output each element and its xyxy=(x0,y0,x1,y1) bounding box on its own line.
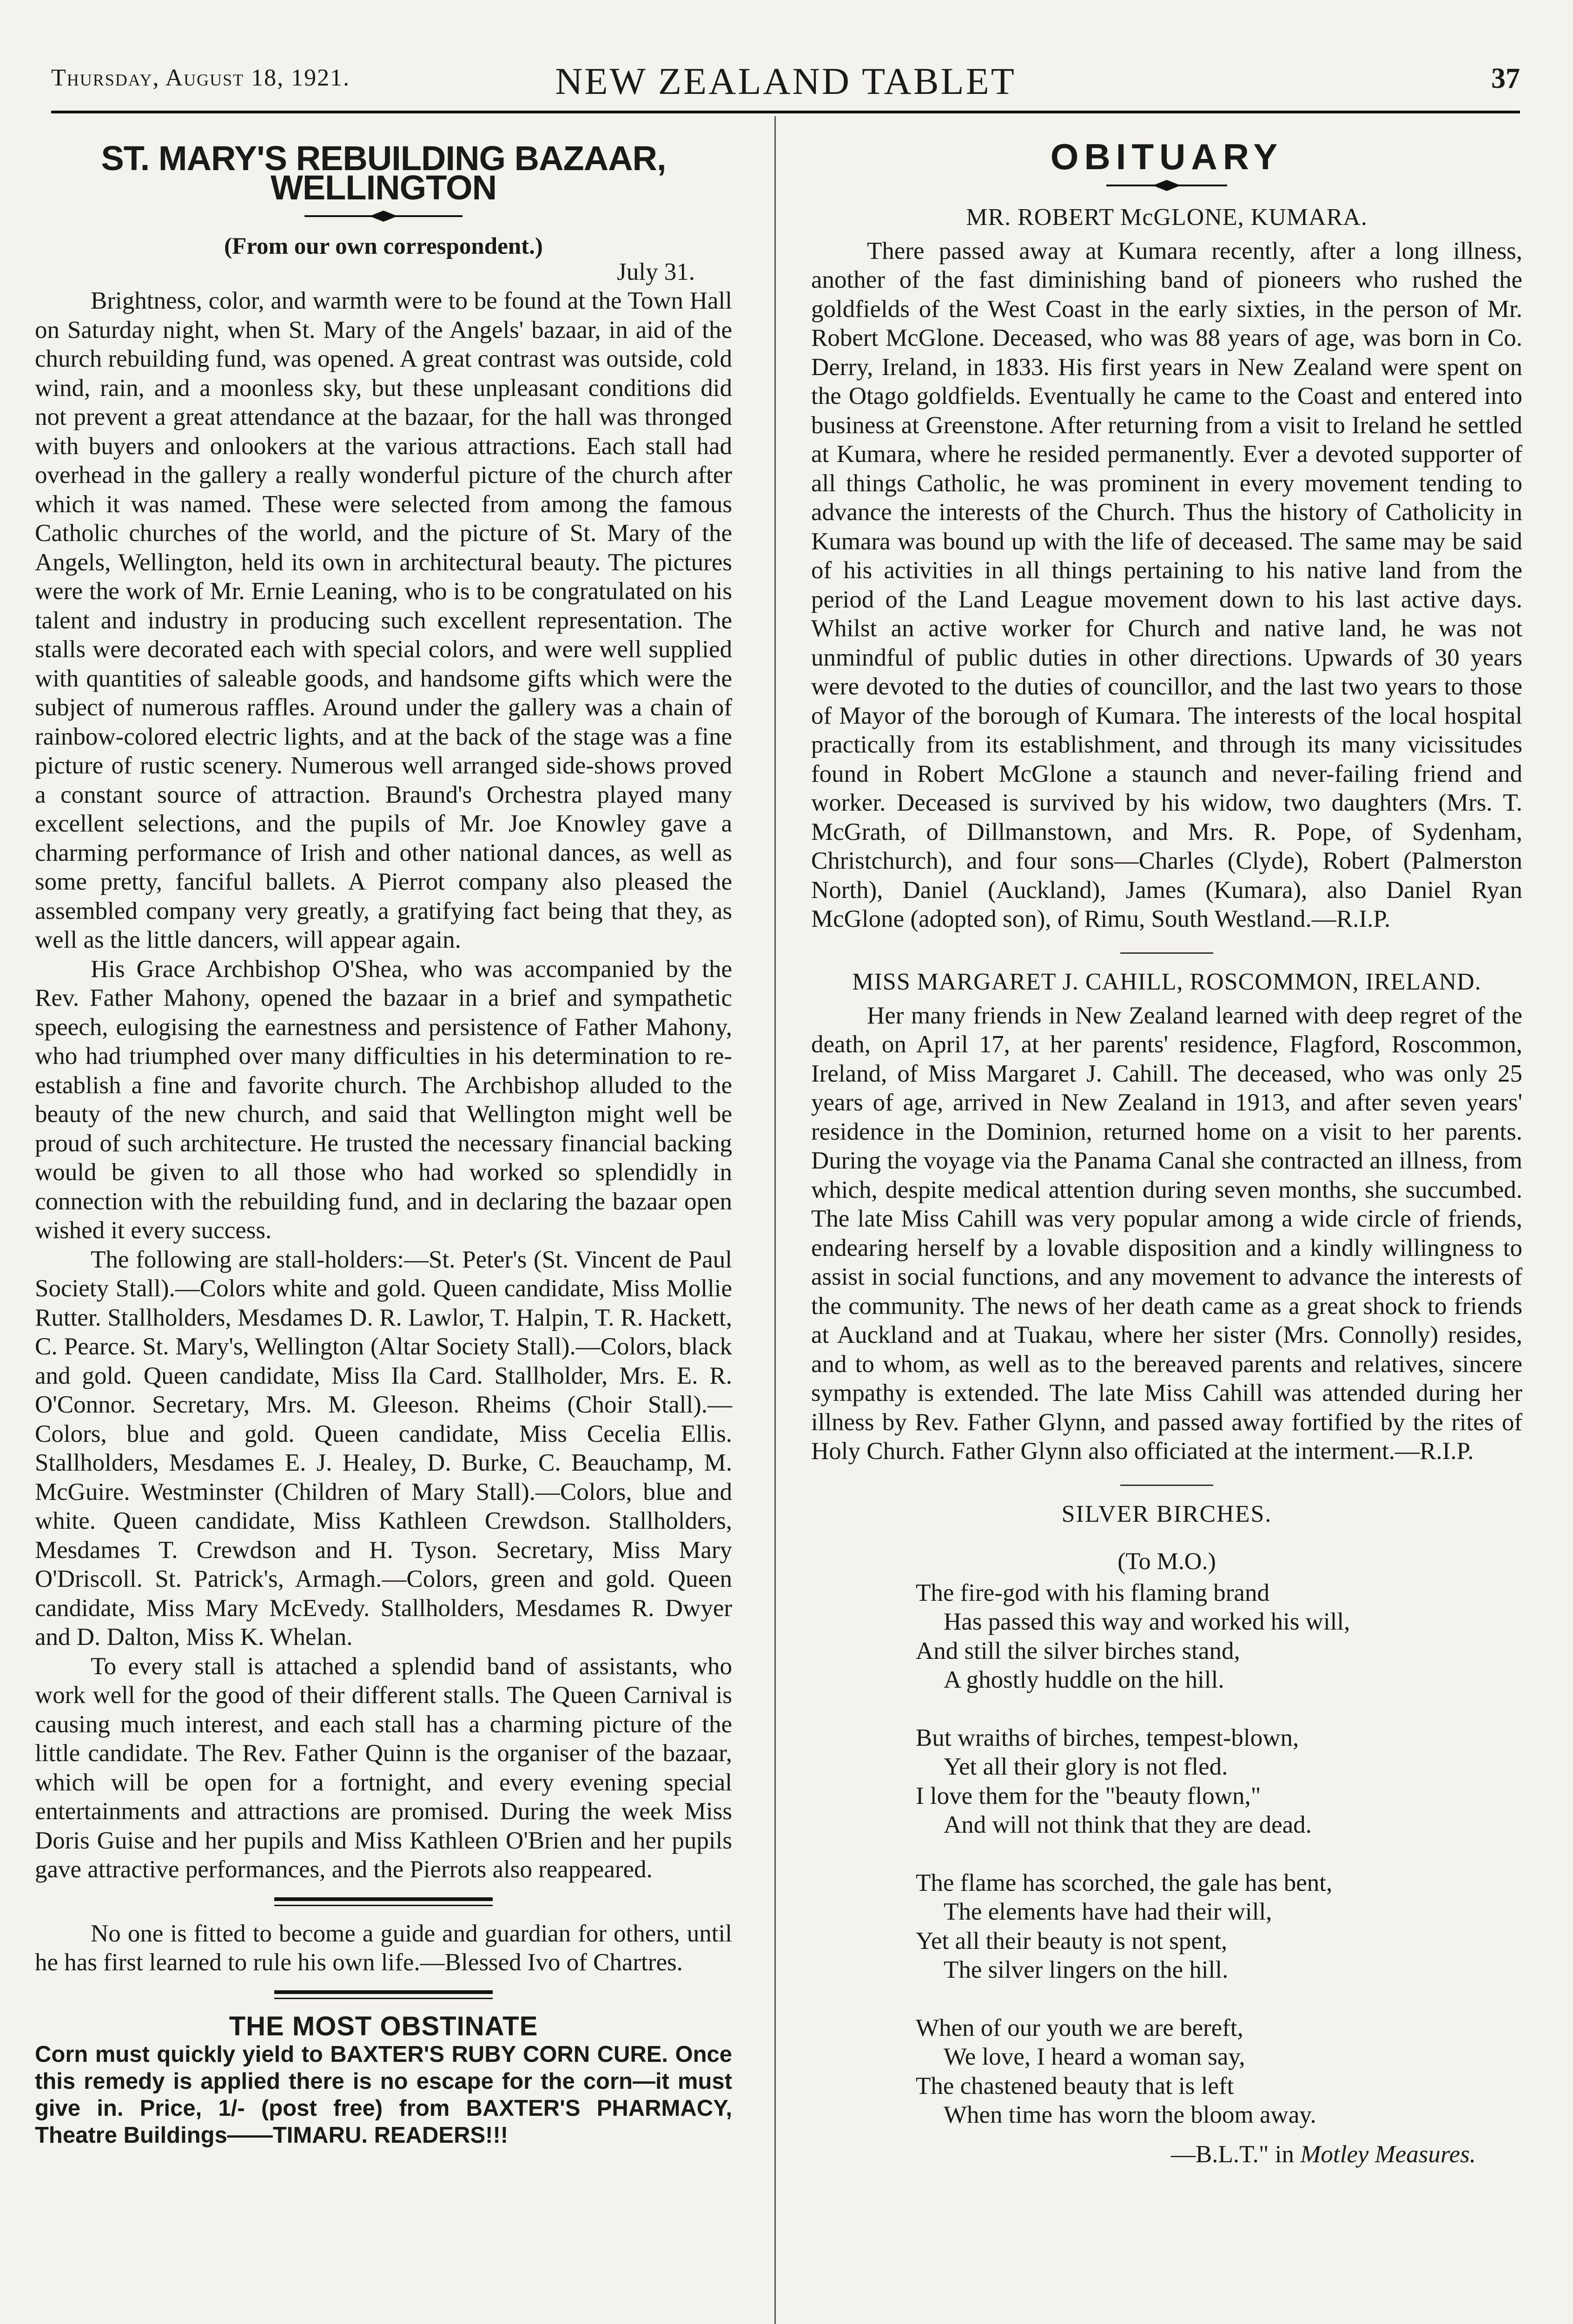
bazaar-paragraph: The following are stall-holders:—St. Peter's (St. Vincent de Paul Society Stall).—Colors white and gold. Queen candidate, Miss Mollie Rutter. Stallholders, Mesdames D. R. Lawlor, T. Halpin, T. R. Hackett, C. Pearce. St. Mary's, Wellington (Altar Society Stall).—Colors, black and gold. Queen candidate, Miss Ila Card. Stallholder, Mrs. E. R. O'Connor. Secretary, Mrs. M. Gleeson. Rheims (Choir Stall).—Colors, blue and gold. Queen candidate, Miss Cecelia Ellis. Stallholders, Mesdames E. J. Healey, D. Burke, C. Beauchamp, M. McGuire. Westminster (Children of Mary Stall).—Colors, blue and white. Queen candidate, Miss Kathleen Crewdson. Stallholders, Mesdames T. Crewdson and H. Tyson. Secretary, Miss Mary O'Driscoll. St. Patrick's, Armagh.—Colors, green and gold. Queen candidate, Miss Mary McEvedy. Stallholders, Mesdames R. Dwyer and D. Dalton, Miss K. Whelan. xyxy=(35,1246,732,1651)
poem-source: Motley Measures. xyxy=(1300,2140,1476,2168)
poem-stanza xyxy=(916,2014,1522,2130)
ivo-quote: No one is fitted to become a guide and guardian for others, until he has first learned to rule his own life.—Blessed Ivo of Chartres. xyxy=(35,1920,732,1976)
header-rule xyxy=(51,111,1520,113)
poem-line: The fire-god with his flaming brand xyxy=(916,1579,1269,1606)
ad-text: Corn must quickly yield to BAXTER'S RUBY CORN CURE. Once this remedy is applied there is no escape for the corn—it must give in. Price, 1/- (post free) from BAXTER'S PHARMACY, Theatre Buildings——TIMARU. READERS!!! xyxy=(35,2042,732,2148)
poem-line: A ghostly huddle on the hill. xyxy=(944,1666,1224,1693)
poem-line: Yet all their glory is not fled. xyxy=(944,1753,1228,1780)
short-divider xyxy=(1120,952,1213,954)
poem-dedication: (To M.O.) xyxy=(1117,1548,1216,1575)
poem-line: Yet all their beauty is not spent, xyxy=(916,1927,1228,1954)
obituary-heading: MISS MARGARET J. CAHILL, ROSCOMMON, IRELAND. xyxy=(852,968,1481,995)
poem-line: When of our youth we are bereft, xyxy=(916,2014,1243,2041)
page-header xyxy=(51,56,1520,107)
poem-stanza xyxy=(916,1868,1522,1985)
obituary-heading: MR. ROBERT McGLONE, KUMARA. xyxy=(966,204,1368,231)
poem-line: We love, I heard a woman say, xyxy=(944,2043,1245,2070)
section-double-rule xyxy=(35,1897,732,1906)
headline-ornament xyxy=(35,207,732,225)
poem-title: SILVER BIRCHES. xyxy=(1061,1500,1272,1527)
poem-line: Has passed this way and worked his will, xyxy=(944,1608,1350,1635)
poem-line: The elements have had their will, xyxy=(944,1898,1272,1925)
bazaar-byline: (From our own correspondent.) xyxy=(224,233,543,259)
poem-line: The flame has scorched, the gale has bent, xyxy=(916,1869,1333,1896)
right-column xyxy=(811,116,1522,2169)
bazaar-paragraph: His Grace Archbishop O'Shea, who was accompanied by the Rev. Father Mahony, opened the bazaar in a brief and sympathetic speech, eulogising the earnestness and persistence of Father Mahony, who had triumphed over many difficulties in his determination to re-establish a fine and favorite church. The Archbishop alluded to the beauty of the new church, and said that Wellington might well be proud of such architecture. He trusted the necessary financial backing would be given to all those who had worked so splendidly in connection with the rebuilding fund, and in declaring the bazaar open wished it every success. xyxy=(35,955,732,1244)
poem-attribution xyxy=(811,2140,1476,2169)
ad-title: THE MOST OBSTINATE xyxy=(229,2011,538,2041)
issue-date: Thursday, August 18, 1921. xyxy=(51,65,350,91)
section-double-rule xyxy=(35,1990,732,1999)
left-column xyxy=(35,116,732,2149)
short-divider xyxy=(1120,1485,1213,1486)
poem-author: —B.L.T." in xyxy=(1170,2140,1294,2168)
bazaar-paragraph: To every stall is attached a splendid band of assistants, who work well for the good of their different stalls. The Queen Carnival is causing much interest, and each stall has a charming picture of the little candidate. The Rev. Father Quinn is the organiser of the bazaar, which will be open for a fortnight, and every evening special entertainments and attractions are promised. During the week Miss Doris Guise and her pupils and Miss Kathleen O'Brien and her pupils gave attractive performances, and the Pierrots also reappeared. xyxy=(35,1652,732,1883)
column-divider xyxy=(774,116,776,2324)
obituary-text: Her many friends in New Zealand learned with deep regret of the death, on April 17, at her parents' residence, Flagford, Roscommon, Ireland, of Miss Margaret J. Cahill. The deceased, who was only 25 years of age, arrived in New Zealand in 1913, and after seven years' residence in the Dominion, returned home on a visit to her parents. During the voyage via the Panama Canal she contracted an illness, from which, despite medical attention during seven months, she succumbed. The late Miss Cahill was very popular among a wide circle of friends, endearing herself by a lovable disposition and a kindly willingness to assist in social functions, and any movement to advance the interests of the community. The news of her death came as a great shock to friends at Auckland and at Tuakau, where her sister (Mrs. Connolly) resides, and to whom, as well as to the bereaved parents and relatives, sincere sympathy is extended. The late Miss Cahill was attended during her illness by Rev. Father Glynn, and passed away fortified by the rites of Holy Church. Father Glynn also officiated at the interment.—R.I.P. xyxy=(811,1002,1522,1465)
poem-line: The chastened beauty that is left xyxy=(916,2072,1234,2100)
poem-stanza xyxy=(916,1723,1522,1840)
obituary-text: There passed away at Kumara recently, after a long illness, another of the fast diminishing band of pioneers who rushed the goldfields of the West Coast in the early sixties, in the person of Mr. Robert McGlone. Deceased, who was 88 years of age, was born in Co. Derry, Ireland, in 1833. His first years in New Zealand were spent on the Otago goldfields. Eventually he came to the Coast and entered into business at Greenstone. After returning from a visit to Ireland he settled at Kumara, where he resided permanently. Ever a devoted supporter of all things Catholic, he was prominent in every movement tending to advance the interests of the Church. Thus the history of Catholicity in Kumara was bound up with the life of deceased. The same may be said of his activities in all things pertaining to his native land from the period of the Land League movement down to his last active days. Whilst an active worker for Church and native land, he was not unmindful of public duties in other directions. Upwards of 30 years were devoted to the duties of councillor, and the last two years to those of Mayor of the borough of Kumara. The interests of the local hospital practically from its establishment, and through its many vicissitudes found in Robert McGlone a staunch and never-failing friend and worker. Deceased is survived by his widow, two daughters (Mrs. T. McGrath, of Dillmanstown, and Mrs. R. Pope, of Sydenham, Christchurch), and four sons—Charles (Clyde), Robert (Palmerston North), Daniel (Auckland), James (Kumara), also Daniel Ryan McGlone (adopted son), of Rimu, South Westland.—R.I.P. xyxy=(811,237,1522,932)
headline-ornament xyxy=(811,176,1522,195)
bazaar-headline: ST. MARY'S REBUILDING BAZAAR, WELLINGTON xyxy=(101,139,666,207)
poem-line: But wraiths of birches, tempest-blown, xyxy=(916,1724,1299,1751)
poem-line: When time has worn the bloom away. xyxy=(944,2101,1316,2128)
poem-line: I love them for the "beauty flown," xyxy=(916,1782,1261,1809)
obituary-headline: OBITUARY xyxy=(1050,136,1283,177)
ornament-rule-icon xyxy=(1106,178,1227,192)
poem-line: And will not think that they are dead. xyxy=(944,1811,1312,1838)
poem-line: And still the silver birches stand, xyxy=(916,1637,1240,1664)
bazaar-dateline: July 31. xyxy=(617,258,695,285)
poem-line: The silver lingers on the hill. xyxy=(944,1956,1229,1983)
ornament-rule-icon xyxy=(304,209,463,223)
page-number: 37 xyxy=(1491,63,1520,94)
bazaar-paragraph: Brightness, color, and warmth were to be found at the Town Hall on Saturday night, when St. Mary of the Angels' bazaar, in aid of the church rebuilding fund, was opened. A great contrast was outside, cold wind, rain, and a moonless sky, but these unpleasant conditions did not prevent a great attendance at the bazaar, for the hall was thronged with buyers and onlookers at the various attractions. Each stall had overhead in the gallery a really wonderful picture of the church after which it was named. These were selected from among the famous Catholic churches of the world, and the picture of St. Mary of the Angels, Wellington, held its own in architectural beauty. The pictures were the work of Mr. Ernie Leaning, who is to be congratulated on his talent and industry in producing such excellent representation. The stalls were decorated each with special colors, and were well supplied with quantities of saleable goods, and handsome gifts which were the subject of numerous raffles. Around under the gallery was a chain of rainbow-colored electric lights, and at the back of the stage was a fine picture of rustic scenery. Numerous well arranged side-shows proved a constant source of attraction. Braund's Orchestra played many excellent selections, and the pupils of Mr. Joe Knowley gave a charming performance of Irish and other national dances, as well as some pretty, fanciful ballets. A Pierrot company also pleased the assembled company very greatly, a gratifying fact being that they, as well as the little dancers, will appear again. xyxy=(35,287,732,953)
poem-stanza xyxy=(916,1578,1522,1695)
masthead-title: NEW ZEALAND TABLET xyxy=(555,60,1016,102)
